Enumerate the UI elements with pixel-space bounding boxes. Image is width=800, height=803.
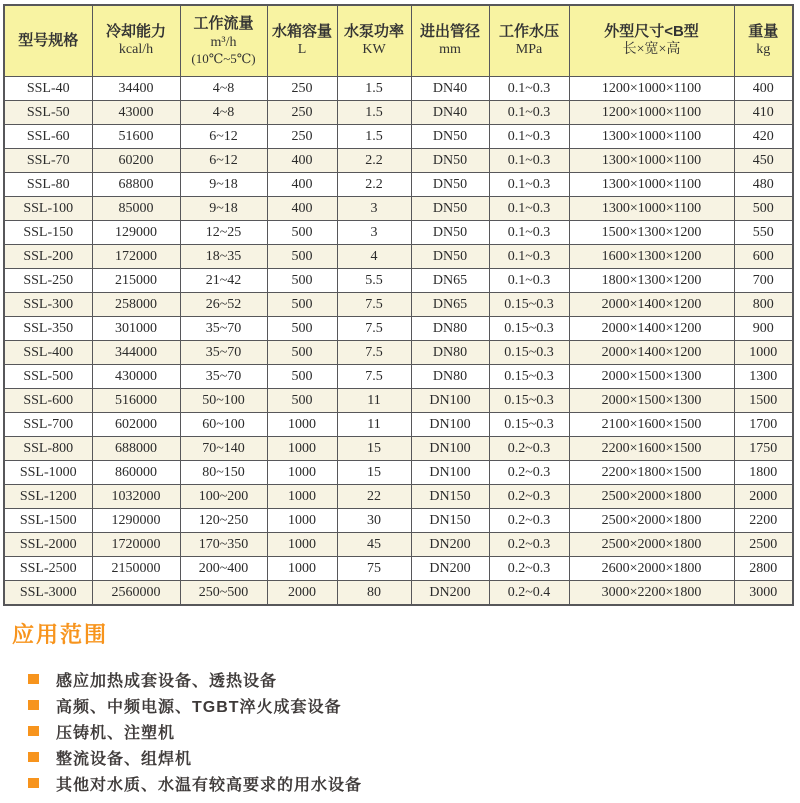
table-cell: 2000×1500×1300 (569, 365, 734, 389)
table-cell: 35~70 (180, 365, 267, 389)
table-cell: 1800 (734, 461, 793, 485)
table-cell: 215000 (92, 269, 180, 293)
column-header-1 (92, 5, 180, 77)
table-cell: 4~8 (180, 101, 267, 125)
table-cell: 0.15~0.3 (489, 365, 569, 389)
table-cell: 250 (267, 101, 337, 125)
list-item-text: 整流设备、组焊机 (56, 750, 193, 768)
column-header-0 (4, 5, 92, 77)
table-cell: 85000 (92, 197, 180, 221)
table-cell: 2.2 (337, 173, 411, 197)
table-cell: 0.15~0.3 (489, 389, 569, 413)
table-cell: 250~500 (180, 581, 267, 606)
column-unit: m³/h (210, 35, 237, 50)
table-cell: 35~70 (180, 317, 267, 341)
table-cell: 1032000 (92, 485, 180, 509)
table-cell: 1000 (734, 341, 793, 365)
table-cell: 7.5 (337, 365, 411, 389)
table-row (4, 533, 793, 557)
table-cell: 1290000 (92, 509, 180, 533)
table-cell: 1000 (267, 437, 337, 461)
table-cell: SSL-300 (4, 293, 92, 317)
table-cell: 1300×1000×1100 (569, 197, 734, 221)
table-cell: 1000 (267, 413, 337, 437)
table-cell: 0.1~0.3 (489, 149, 569, 173)
bullet-square-icon (28, 700, 39, 710)
table-cell: 0.1~0.3 (489, 77, 569, 101)
table-cell: 5.5 (337, 269, 411, 293)
table-row (4, 269, 793, 293)
table-row (4, 437, 793, 461)
list-item-text: 感应加热成套设备、透热设备 (56, 672, 278, 690)
table-cell: 1.5 (337, 77, 411, 101)
table-cell: 0.15~0.3 (489, 317, 569, 341)
table-cell: SSL-1200 (4, 485, 92, 509)
table-cell: SSL-500 (4, 365, 92, 389)
table-cell: DN200 (411, 557, 489, 581)
column-unit: 长×宽×高 (622, 42, 681, 58)
table-cell: 1000 (267, 533, 337, 557)
table-cell: SSL-100 (4, 197, 92, 221)
table-row (4, 581, 793, 606)
table-cell: 60~100 (180, 413, 267, 437)
table-cell: 430000 (92, 365, 180, 389)
table-cell: 6~12 (180, 149, 267, 173)
table-cell: 18~35 (180, 245, 267, 269)
table-cell: 500 (267, 221, 337, 245)
column-header-8 (734, 5, 793, 77)
column-unit: kcal/h (118, 42, 154, 58)
table-cell: 129000 (92, 221, 180, 245)
table-cell: DN50 (411, 221, 489, 245)
table-cell: 700 (734, 269, 793, 293)
table-row (4, 389, 793, 413)
table-cell: SSL-70 (4, 149, 92, 173)
table-cell: 170~350 (180, 533, 267, 557)
table-row (4, 173, 793, 197)
table-cell: 51600 (92, 125, 180, 149)
table-cell: 500 (267, 245, 337, 269)
table-cell: 2000 (267, 581, 337, 606)
table-cell: SSL-1500 (4, 509, 92, 533)
table-cell: 2600×2000×1800 (569, 557, 734, 581)
table-cell: 0.1~0.3 (489, 269, 569, 293)
table-cell: 2000×1500×1300 (569, 389, 734, 413)
table-cell: 0.1~0.3 (489, 197, 569, 221)
list-item-text: 其他对水质、水温有较高要求的用水设备 (56, 776, 363, 794)
table-cell: DN65 (411, 293, 489, 317)
table-cell: 0.1~0.3 (489, 125, 569, 149)
table-cell: 420 (734, 125, 793, 149)
table-cell: 2.2 (337, 149, 411, 173)
applications-list (12, 666, 788, 796)
table-row (4, 197, 793, 221)
table-cell: DN200 (411, 581, 489, 606)
table-row (4, 245, 793, 269)
table-cell: 500 (267, 389, 337, 413)
table-cell: 410 (734, 101, 793, 125)
table-cell: DN100 (411, 461, 489, 485)
table-cell: 688000 (92, 437, 180, 461)
table-cell: DN50 (411, 197, 489, 221)
table-cell: DN50 (411, 245, 489, 269)
table-cell: 1300×1000×1100 (569, 149, 734, 173)
table-cell: 50~100 (180, 389, 267, 413)
table-cell: 344000 (92, 341, 180, 365)
table-row (4, 221, 793, 245)
bullet-square-icon (28, 778, 39, 788)
table-cell: 11 (337, 413, 411, 437)
list-item-text: 高频、中频电源、TGBT淬火成套设备 (56, 698, 342, 716)
table-cell: 80 (337, 581, 411, 606)
table-cell: 9~18 (180, 197, 267, 221)
table-cell: 1200×1000×1100 (569, 101, 734, 125)
table-cell: 2500×2000×1800 (569, 509, 734, 533)
table-cell: 1700 (734, 413, 793, 437)
table-cell: 45 (337, 533, 411, 557)
table-cell: SSL-80 (4, 173, 92, 197)
column-title: 冷却能力 (105, 22, 166, 40)
column-unit: L (297, 42, 307, 58)
table-cell: 0.1~0.3 (489, 101, 569, 125)
column-title: 水箱容量 (271, 22, 332, 40)
table-cell: 34400 (92, 77, 180, 101)
table-cell: DN100 (411, 389, 489, 413)
table-cell: 9~18 (180, 173, 267, 197)
table-cell: 2200×1600×1500 (569, 437, 734, 461)
table-cell: 2000 (734, 485, 793, 509)
table-cell: 500 (267, 269, 337, 293)
table-cell: 550 (734, 221, 793, 245)
column-title: 水泵功率 (343, 22, 404, 40)
table-cell: 3 (337, 197, 411, 221)
table-row (4, 413, 793, 437)
table-cell: 500 (267, 317, 337, 341)
table-cell: 7.5 (337, 293, 411, 317)
column-title: 型号规格 (18, 31, 79, 49)
table-cell: 11 (337, 389, 411, 413)
table-cell: 3000 (734, 581, 793, 606)
spec-table-section (3, 4, 792, 606)
column-title: 工作水压 (498, 22, 559, 40)
column-title: 工作流量 (193, 15, 254, 33)
table-row (4, 77, 793, 101)
table-cell: DN200 (411, 533, 489, 557)
bullet-square-icon (28, 752, 39, 762)
table-cell: 80~150 (180, 461, 267, 485)
table-cell: DN80 (411, 341, 489, 365)
table-cell: 4~8 (180, 77, 267, 101)
table-row (4, 101, 793, 125)
table-row (4, 557, 793, 581)
table-cell: 172000 (92, 245, 180, 269)
table-cell: 250 (267, 77, 337, 101)
table-cell: 258000 (92, 293, 180, 317)
table-cell: DN80 (411, 317, 489, 341)
table-cell: 1720000 (92, 533, 180, 557)
table-cell: 602000 (92, 413, 180, 437)
table-cell: 480 (734, 173, 793, 197)
table-cell: 1.5 (337, 125, 411, 149)
table-cell: 0.2~0.3 (489, 509, 569, 533)
table-row (4, 149, 793, 173)
bullet-square-icon (28, 726, 39, 736)
table-cell: 60200 (92, 149, 180, 173)
table-cell: 75 (337, 557, 411, 581)
table-cell: SSL-800 (4, 437, 92, 461)
table-cell: 100~200 (180, 485, 267, 509)
table-cell: 2200 (734, 509, 793, 533)
table-cell: 2560000 (92, 581, 180, 606)
column-title: 进出管径 (419, 22, 480, 40)
table-cell: 1000 (267, 509, 337, 533)
table-cell: SSL-1000 (4, 461, 92, 485)
table-row (4, 461, 793, 485)
table-cell: 2800 (734, 557, 793, 581)
table-cell: 68800 (92, 173, 180, 197)
table-cell: 2200×1800×1500 (569, 461, 734, 485)
list-item-text: 压铸机、注塑机 (56, 724, 176, 742)
table-row (4, 509, 793, 533)
table-cell: DN40 (411, 77, 489, 101)
table-cell: 0.15~0.3 (489, 341, 569, 365)
column-header-2 (180, 5, 267, 77)
table-cell: 1600×1300×1200 (569, 245, 734, 269)
table-cell: 2500 (734, 533, 793, 557)
table-cell: 500 (267, 365, 337, 389)
table-cell: 800 (734, 293, 793, 317)
table-cell: 900 (734, 317, 793, 341)
table-cell: 2100×1600×1500 (569, 413, 734, 437)
table-cell: 301000 (92, 317, 180, 341)
table-cell: 70~140 (180, 437, 267, 461)
column-header-6 (489, 5, 569, 77)
table-cell: 12~25 (180, 221, 267, 245)
table-cell: 0.1~0.3 (489, 221, 569, 245)
table-header (4, 5, 793, 77)
table-cell: 450 (734, 149, 793, 173)
column-header-4 (337, 5, 411, 77)
table-cell: DN150 (411, 509, 489, 533)
list-item (28, 692, 788, 718)
bullet-square-icon (28, 674, 39, 684)
table-cell: 7.5 (337, 317, 411, 341)
table-cell: 1300 (734, 365, 793, 389)
table-cell: SSL-3000 (4, 581, 92, 606)
table-header-row (4, 5, 793, 77)
table-cell: 0.2~0.4 (489, 581, 569, 606)
spec-table (3, 4, 794, 606)
column-header-5 (411, 5, 489, 77)
table-cell: 0.2~0.3 (489, 533, 569, 557)
table-cell: 1000 (267, 485, 337, 509)
table-cell: 0.1~0.3 (489, 245, 569, 269)
table-cell: 1500 (734, 389, 793, 413)
table-cell: SSL-700 (4, 413, 92, 437)
table-cell: SSL-250 (4, 269, 92, 293)
table-cell: 0.15~0.3 (489, 293, 569, 317)
table-cell: 0.1~0.3 (489, 173, 569, 197)
table-cell: 2000×1400×1200 (569, 341, 734, 365)
table-cell: SSL-2500 (4, 557, 92, 581)
applications-title: 应用范围 (12, 622, 109, 647)
table-cell: 15 (337, 437, 411, 461)
table-row (4, 293, 793, 317)
table-cell: 35~70 (180, 341, 267, 365)
table-row (4, 317, 793, 341)
table-cell: 0.2~0.3 (489, 437, 569, 461)
table-cell: 0.2~0.3 (489, 461, 569, 485)
table-cell: 200~400 (180, 557, 267, 581)
table-cell: 22 (337, 485, 411, 509)
table-cell: DN50 (411, 125, 489, 149)
table-cell: 1200×1000×1100 (569, 77, 734, 101)
table-cell: DN150 (411, 485, 489, 509)
table-body (4, 77, 793, 606)
table-cell: SSL-2000 (4, 533, 92, 557)
table-cell: 3 (337, 221, 411, 245)
column-unit: MPa (515, 42, 543, 58)
table-cell: SSL-200 (4, 245, 92, 269)
table-cell: 500 (267, 293, 337, 317)
table-cell: 860000 (92, 461, 180, 485)
table-cell: 2500×2000×1800 (569, 485, 734, 509)
column-unit: kg (756, 42, 771, 58)
table-cell: 43000 (92, 101, 180, 125)
applications-section (12, 622, 788, 796)
column-unit: mm (439, 42, 461, 58)
table-cell: 15 (337, 461, 411, 485)
table-cell: SSL-400 (4, 341, 92, 365)
table-cell: 400 (267, 173, 337, 197)
table-cell: 120~250 (180, 509, 267, 533)
table-cell: SSL-600 (4, 389, 92, 413)
table-cell: 6~12 (180, 125, 267, 149)
table-cell: DN100 (411, 413, 489, 437)
table-cell: 1300×1000×1100 (569, 125, 734, 149)
table-cell: 1000 (267, 557, 337, 581)
table-cell: 7.5 (337, 341, 411, 365)
table-cell: 400 (734, 77, 793, 101)
column-title: 外型尺寸<B型 (604, 22, 699, 40)
table-cell: SSL-60 (4, 125, 92, 149)
table-cell: 400 (267, 149, 337, 173)
table-cell: 4 (337, 245, 411, 269)
table-cell: DN40 (411, 101, 489, 125)
column-unit: KW (362, 42, 386, 58)
table-cell: 2000×1400×1200 (569, 317, 734, 341)
column-header-3 (267, 5, 337, 77)
table-row (4, 365, 793, 389)
table-cell: 1500×1300×1200 (569, 221, 734, 245)
table-cell: 21~42 (180, 269, 267, 293)
table-cell: DN80 (411, 365, 489, 389)
table-cell: 1.5 (337, 101, 411, 125)
table-row (4, 485, 793, 509)
table-cell: 1750 (734, 437, 793, 461)
column-title: 重量 (748, 22, 779, 40)
table-cell: 400 (267, 197, 337, 221)
table-cell: 500 (734, 197, 793, 221)
column-header-7 (569, 5, 734, 77)
table-cell: SSL-350 (4, 317, 92, 341)
table-cell: 600 (734, 245, 793, 269)
table-cell: 1300×1000×1100 (569, 173, 734, 197)
table-row (4, 125, 793, 149)
table-cell: 30 (337, 509, 411, 533)
table-cell: DN100 (411, 437, 489, 461)
table-cell: 2500×2000×1800 (569, 533, 734, 557)
table-cell: 1800×1300×1200 (569, 269, 734, 293)
list-item (28, 770, 788, 796)
table-cell: 250 (267, 125, 337, 149)
table-cell: 516000 (92, 389, 180, 413)
table-cell: 0.2~0.3 (489, 485, 569, 509)
table-cell: SSL-40 (4, 77, 92, 101)
list-item (28, 666, 788, 692)
table-cell: 2150000 (92, 557, 180, 581)
table-cell: DN65 (411, 269, 489, 293)
table-row (4, 341, 793, 365)
table-cell: DN50 (411, 173, 489, 197)
table-cell: DN50 (411, 149, 489, 173)
column-unit-range: (10℃~5℃) (191, 50, 256, 66)
table-cell: 3000×2200×1800 (569, 581, 734, 606)
table-cell: 2000×1400×1200 (569, 293, 734, 317)
list-item (28, 718, 788, 744)
table-cell: 1000 (267, 461, 337, 485)
table-cell: 500 (267, 341, 337, 365)
table-cell: 26~52 (180, 293, 267, 317)
table-cell: 0.15~0.3 (489, 413, 569, 437)
table-cell: SSL-150 (4, 221, 92, 245)
list-item (28, 744, 788, 770)
table-cell: SSL-50 (4, 101, 92, 125)
table-cell: 0.2~0.3 (489, 557, 569, 581)
